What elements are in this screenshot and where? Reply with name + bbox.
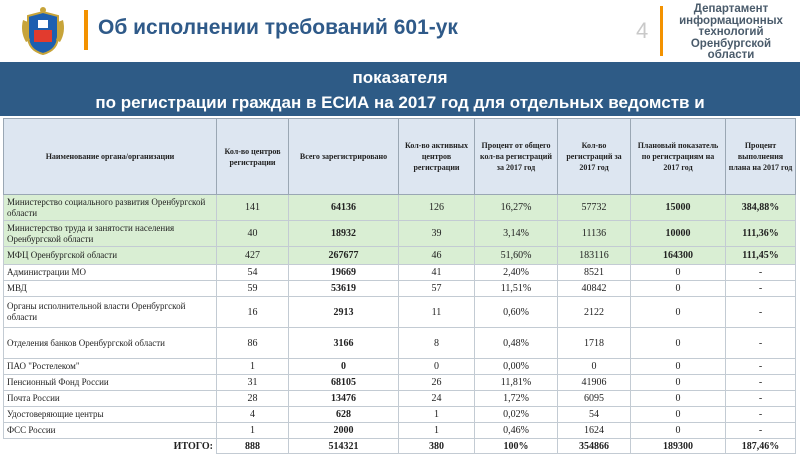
table-row bbox=[4, 297, 796, 328]
table-cell: 13476 bbox=[289, 391, 399, 407]
table-cell: 53619 bbox=[289, 281, 399, 297]
table-cell: 427 bbox=[217, 247, 289, 265]
table-cell: Министерство труда и занятости населения Оренбургской области bbox=[4, 221, 217, 247]
table-cell: 54 bbox=[217, 265, 289, 281]
table-cell: 18932 bbox=[289, 221, 399, 247]
total-cell: 187,46% bbox=[726, 439, 796, 454]
total-cell: 888 bbox=[217, 439, 289, 454]
table-cell: 0,46% bbox=[475, 423, 558, 439]
table-cell: 3166 bbox=[289, 328, 399, 359]
table-cell: 8 bbox=[399, 328, 475, 359]
total-cell: 380 bbox=[399, 439, 475, 454]
table-cell: 31 bbox=[217, 375, 289, 391]
table-cell: 267677 bbox=[289, 247, 399, 265]
banner-line-2: по регистрации граждан в ЕСИА на 2017 год для отдельных ведомств и bbox=[95, 93, 705, 112]
table-cell: 46 bbox=[399, 247, 475, 265]
table-cell: 141 bbox=[217, 195, 289, 221]
column-header: Кол-во активных центров регистрации bbox=[399, 119, 475, 195]
table-row bbox=[4, 359, 796, 375]
table-cell: 19669 bbox=[289, 265, 399, 281]
table-cell: - bbox=[726, 375, 796, 391]
table-cell: 10000 bbox=[631, 221, 726, 247]
table-cell: 24 bbox=[399, 391, 475, 407]
table-cell: 3,14% bbox=[475, 221, 558, 247]
table-cell: 0,60% bbox=[475, 297, 558, 328]
table-cell: 2122 bbox=[558, 297, 631, 328]
column-header: Кол-во регистраций за 2017 год bbox=[558, 119, 631, 195]
table-cell: 11,51% bbox=[475, 281, 558, 297]
table-row bbox=[4, 375, 796, 391]
table-cell: 41906 bbox=[558, 375, 631, 391]
table-row bbox=[4, 221, 796, 247]
table-cell: 57732 bbox=[558, 195, 631, 221]
table-cell: ПАО "Ростелеком" bbox=[4, 359, 217, 375]
table-cell: 68105 bbox=[289, 375, 399, 391]
table-cell: - bbox=[726, 391, 796, 407]
table-cell: 2913 bbox=[289, 297, 399, 328]
slide-header bbox=[0, 0, 800, 62]
table-cell: 57 bbox=[399, 281, 475, 297]
table-cell: 54 bbox=[558, 407, 631, 423]
table-cell: 1 bbox=[217, 423, 289, 439]
table-cell: 1 bbox=[217, 359, 289, 375]
table-cell: 0 bbox=[289, 359, 399, 375]
table-cell: 6095 bbox=[558, 391, 631, 407]
table-cell: 0 bbox=[631, 328, 726, 359]
table-row bbox=[4, 423, 796, 439]
table-cell: 15000 bbox=[631, 195, 726, 221]
table-cell: 0 bbox=[631, 281, 726, 297]
table-cell: 0 bbox=[558, 359, 631, 375]
page-number: 4 bbox=[636, 18, 649, 43]
table-cell: Администрации МО bbox=[4, 265, 217, 281]
table-row bbox=[4, 391, 796, 407]
table-cell: 111,45% bbox=[726, 247, 796, 265]
table-cell: 59 bbox=[217, 281, 289, 297]
column-header: Плановый показатель по регистрациям на 2017 год bbox=[631, 119, 726, 195]
table-cell: 16 bbox=[217, 297, 289, 328]
table-cell: 41 bbox=[399, 265, 475, 281]
table-header-row bbox=[4, 119, 796, 195]
table-cell: 1718 bbox=[558, 328, 631, 359]
table-cell: - bbox=[726, 281, 796, 297]
table-cell: 0,00% bbox=[475, 359, 558, 375]
total-cell: 100% bbox=[475, 439, 558, 454]
section-banner bbox=[0, 62, 800, 116]
table-cell: 126 bbox=[399, 195, 475, 221]
table-cell: - bbox=[726, 328, 796, 359]
table-cell: 64136 bbox=[289, 195, 399, 221]
table-cell: Министерство социального развития Оренбургской области bbox=[4, 195, 217, 221]
table-row bbox=[4, 328, 796, 359]
table-cell: 8521 bbox=[558, 265, 631, 281]
column-header: Наименование органа/организации bbox=[4, 119, 217, 195]
column-header: Процент выполнения плана на 2017 год bbox=[726, 119, 796, 195]
table-cell: - bbox=[726, 297, 796, 328]
column-header: Кол-во центров регистрации bbox=[217, 119, 289, 195]
table-cell: 0 bbox=[631, 375, 726, 391]
table-cell: - bbox=[726, 265, 796, 281]
total-cell: 354866 bbox=[558, 439, 631, 454]
table-cell: 0 bbox=[631, 297, 726, 328]
table-cell: 51,60% bbox=[475, 247, 558, 265]
total-cell: 514321 bbox=[289, 439, 399, 454]
table-cell: 384,88% bbox=[726, 195, 796, 221]
total-cell: 189300 bbox=[631, 439, 726, 454]
table-cell: 111,36% bbox=[726, 221, 796, 247]
table-row bbox=[4, 407, 796, 423]
table-cell: 1 bbox=[399, 423, 475, 439]
table-cell: ФСС России bbox=[4, 423, 217, 439]
table-cell: 1624 bbox=[558, 423, 631, 439]
table-cell: 11 bbox=[399, 297, 475, 328]
table-cell: 0 bbox=[631, 391, 726, 407]
table-cell: 28 bbox=[217, 391, 289, 407]
table-cell: Отделения банков Оренбургской области bbox=[4, 328, 217, 359]
table-cell: 1 bbox=[399, 407, 475, 423]
table-cell: 11,81% bbox=[475, 375, 558, 391]
table-cell: 0,02% bbox=[475, 407, 558, 423]
table-cell: 11136 bbox=[558, 221, 631, 247]
coat-of-arms-icon bbox=[20, 6, 66, 56]
table-cell: 1,72% bbox=[475, 391, 558, 407]
total-label: ИТОГО: bbox=[173, 440, 213, 452]
registration-table bbox=[3, 118, 796, 454]
table-row bbox=[4, 281, 796, 297]
table-cell: 4 bbox=[217, 407, 289, 423]
table-cell: МФЦ Оренбургской области bbox=[4, 247, 217, 265]
column-header: Всего зарегистрировано bbox=[289, 119, 399, 195]
banner-line-1: показателя bbox=[352, 68, 448, 87]
table-row bbox=[4, 247, 796, 265]
table-cell: - bbox=[726, 359, 796, 375]
table-cell: 0 bbox=[399, 359, 475, 375]
table-cell: 39 bbox=[399, 221, 475, 247]
table-row bbox=[4, 265, 796, 281]
table-cell: 2,40% bbox=[475, 265, 558, 281]
table-cell: МВД bbox=[4, 281, 217, 297]
accent-bar bbox=[84, 10, 88, 50]
department-name: Департамент информационных технологий Оренбургской области bbox=[679, 3, 783, 61]
column-header: Процент от общего кол-ва регистраций за 2017 год bbox=[475, 119, 558, 195]
table-cell: Удостоверяющие центры bbox=[4, 407, 217, 423]
table-total-row bbox=[4, 439, 796, 454]
table-row bbox=[4, 195, 796, 221]
table-cell: - bbox=[726, 407, 796, 423]
table-cell: 2000 bbox=[289, 423, 399, 439]
table-cell: Пенсионный Фонд России bbox=[4, 375, 217, 391]
table-cell: 0,48% bbox=[475, 328, 558, 359]
table-cell: 0 bbox=[631, 423, 726, 439]
table-cell: Почта России bbox=[4, 391, 217, 407]
table-cell: 164300 bbox=[631, 247, 726, 265]
table-cell: 26 bbox=[399, 375, 475, 391]
table-cell: 0 bbox=[631, 265, 726, 281]
table-cell: 0 bbox=[631, 359, 726, 375]
table-cell: - bbox=[726, 423, 796, 439]
accent-bar-right bbox=[660, 6, 663, 56]
table-cell: 86 bbox=[217, 328, 289, 359]
table-cell: 40842 bbox=[558, 281, 631, 297]
table-cell: Органы исполнительной власти Оренбургской области bbox=[4, 297, 217, 328]
table-cell: 628 bbox=[289, 407, 399, 423]
table-cell: 183116 bbox=[558, 247, 631, 265]
table-cell: 16,27% bbox=[475, 195, 558, 221]
table-cell: 40 bbox=[217, 221, 289, 247]
table-cell: 0 bbox=[631, 407, 726, 423]
slide-title: Об исполнении требований 601-ук bbox=[98, 16, 458, 39]
